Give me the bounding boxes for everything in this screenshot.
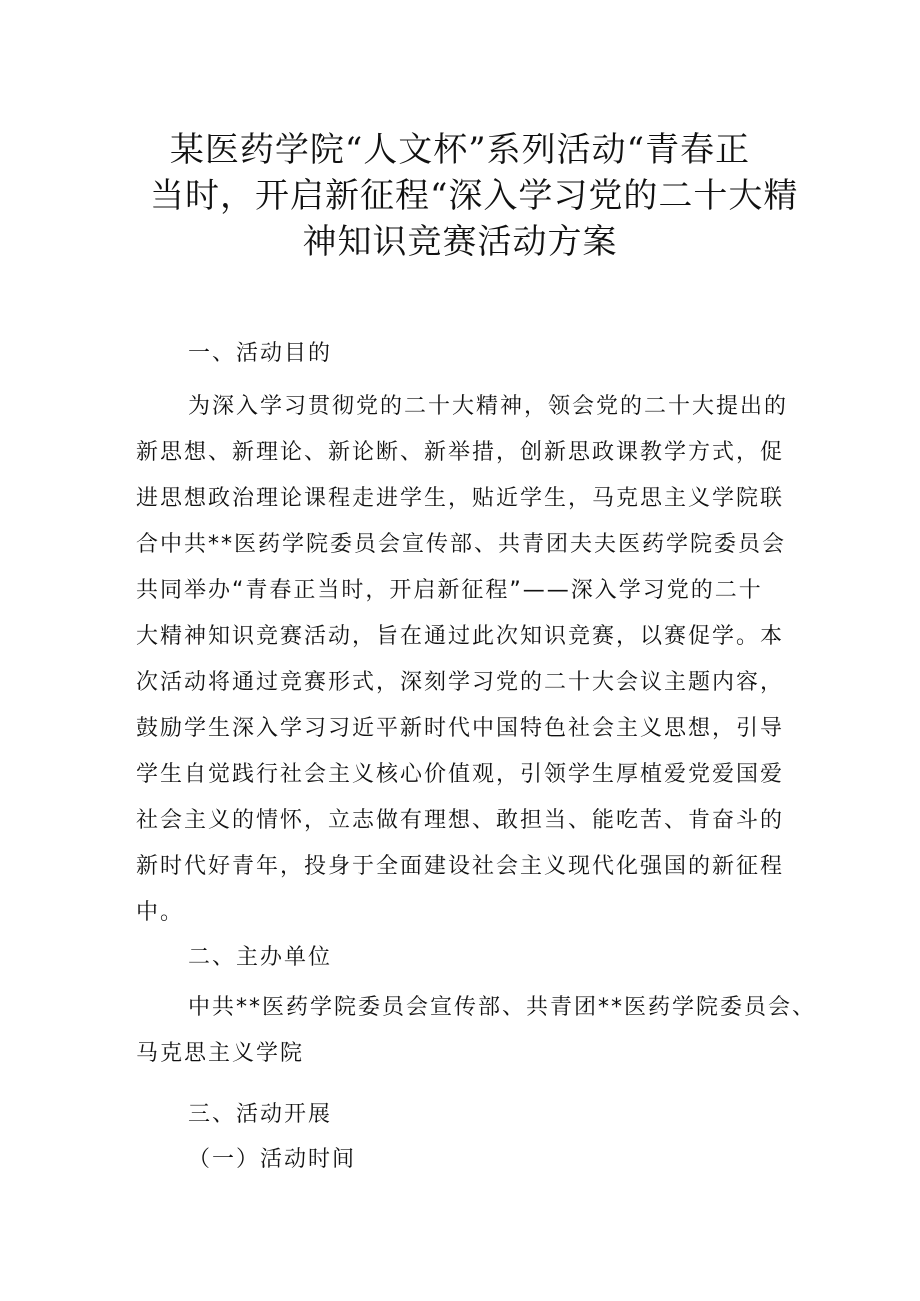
paragraph-line: 合中共**医药学院委员会宣传部、共青团夫夫医药学院委员会: [136, 532, 787, 557]
paragraph-line: 中。: [136, 900, 185, 925]
paragraph-line: 为深入学习贯彻党的二十大精神，领会党的二十大提出的: [188, 394, 789, 419]
paragraph-line: 新思想、新理论、新论断、新举措，创新思政课教学方式，促: [136, 440, 785, 465]
section-purpose-paragraph: [136, 384, 796, 936]
paragraph-line: 学生自觉践行社会主义核心价值观，引领学生厚植爱党爱国爱: [136, 762, 785, 787]
section-heading-activities: 三、活动开展: [188, 1102, 333, 1127]
section-organizers-paragraph: [136, 985, 817, 1077]
section-heading-purpose: 一、活动目的: [188, 341, 333, 366]
paragraph-line: 进思想政治理论课程走进学生，贴近学生，马克思主义学院联: [136, 486, 785, 511]
title-line: 某医药学院“人文杯”系列活动“青春正: [169, 130, 751, 170]
paragraph-line: 鼓励学生深入学习习近平新时代中国特色社会主义思想，引导: [136, 716, 785, 741]
paragraph-line: 社会主义的情怀，立志做有理想、敢担当、能吃苦、肯奋斗的: [136, 808, 785, 833]
document-title: [150, 127, 799, 265]
subsection-heading-time: （一）活动时间: [188, 1147, 357, 1172]
paragraph-line: 中共**医药学院委员会宣传部、共青团**医药学院委员会、: [188, 995, 817, 1020]
paragraph-line: 大精神知识竞赛活动，旨在通过此次知识竞赛，以赛促学。本: [136, 624, 785, 649]
paragraph-line: 新时代好青年，投身于全面建设社会主义现代化强国的新征程: [136, 854, 785, 879]
title-line: 神知识竞赛活动方案: [302, 222, 618, 262]
paragraph-line: 马克思主义学院: [136, 1041, 305, 1066]
paragraph-line: 共同举办“青春正当时，开启新征程”——深入学习党的二十: [136, 578, 763, 603]
section-heading-organizers: 二、主办单位: [188, 945, 333, 970]
paragraph-line: 次活动将通过竞赛形式，深刻学习党的二十大会议主题内容，: [136, 670, 785, 695]
title-line: 当时，开启新征程“深入学习党的二十大精: [150, 176, 799, 216]
